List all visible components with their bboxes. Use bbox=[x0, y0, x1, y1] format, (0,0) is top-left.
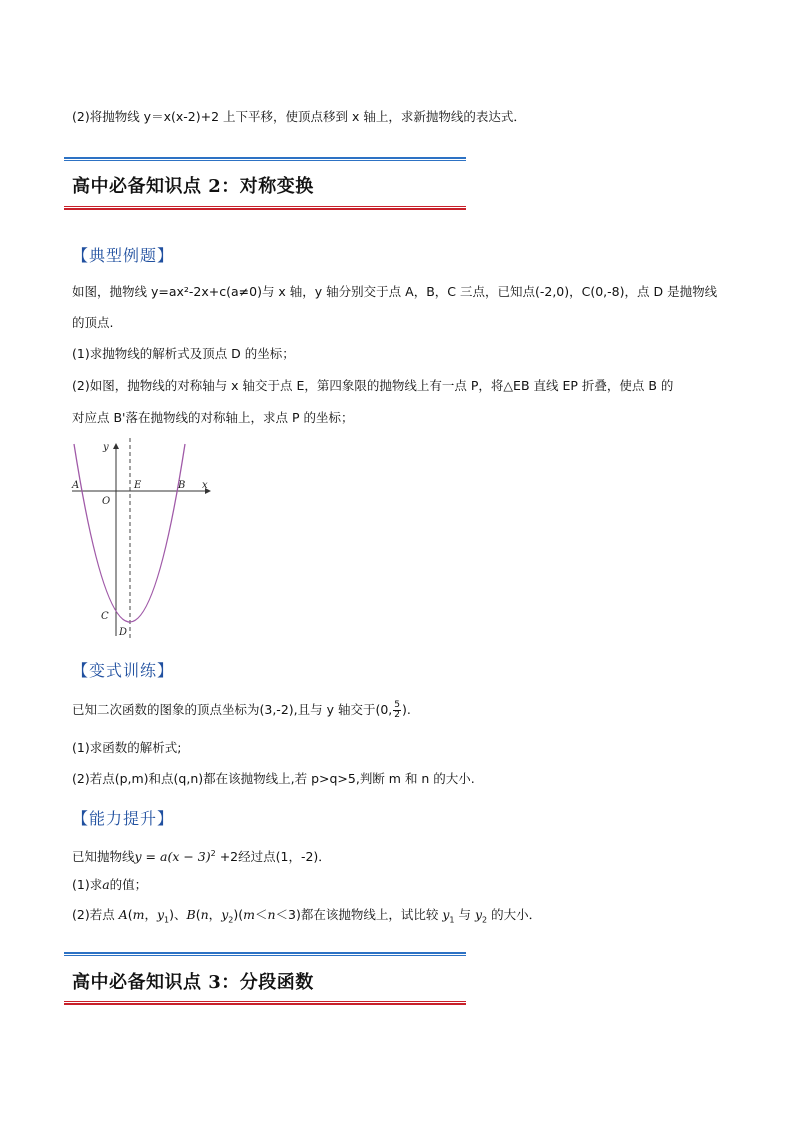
ability-text-post: 经过点(1，-2)． bbox=[238, 849, 331, 865]
ability-q1-post: 的值； bbox=[109, 877, 148, 892]
q2-text: ( bbox=[195, 907, 201, 922]
label-x: x bbox=[202, 480, 208, 491]
q2-subscript: 1 bbox=[164, 915, 170, 925]
label-E: E bbox=[134, 480, 142, 491]
ability-question-2 bbox=[72, 906, 541, 930]
label-B: B bbox=[178, 480, 186, 491]
label-O: O bbox=[102, 496, 111, 507]
variant-text-pre: 已知二次函数的图象的顶点坐标为(3,-2),且与 y 轴交于(0, bbox=[72, 702, 393, 717]
q2-text: )( bbox=[233, 907, 244, 922]
variant-text-line bbox=[72, 701, 411, 720]
question-2: (2)如图，抛物线的对称轴与 x 轴交于点 E，第四象限的抛物线上有一点 P，将△EB 直线 EP 折叠，使点 B 的 bbox=[72, 378, 674, 393]
heading-top-rule bbox=[64, 157, 466, 161]
section-heading: 高中必备知识点 3：分段函数 bbox=[72, 972, 314, 993]
example-text-line: 的顶点. bbox=[72, 315, 114, 330]
q2-point-b: B bbox=[186, 907, 196, 922]
q2-point-a: A bbox=[118, 907, 128, 922]
q2-var-y: y bbox=[474, 907, 483, 922]
q2-var-y: y bbox=[221, 907, 229, 922]
ability-text-pre: 已知抛物线 bbox=[72, 849, 135, 865]
q2-text: 与 bbox=[454, 907, 475, 922]
q2-text: )、 bbox=[169, 907, 187, 922]
variant-text-post: ). bbox=[402, 702, 411, 717]
q2-text: ， bbox=[208, 907, 222, 922]
label-D: D bbox=[119, 627, 128, 638]
q2-var-n: n bbox=[200, 907, 209, 922]
example-text-line: 如图，抛物线 y=ax²-2x+c(a≠0)与 x 轴，y 轴分别交于点 A，B，C 三点，已知点(-2,0)，C(0,-8)，点 D 是抛物线 bbox=[72, 284, 718, 299]
example-label: 【典型例题】 bbox=[72, 246, 175, 265]
q2-text: (2)若点 bbox=[72, 907, 119, 922]
q2-subscript: 1 bbox=[449, 915, 455, 925]
question-2-cont: 对应点 B'落在抛物线的对称轴上，求点 P 的坐标； bbox=[72, 410, 354, 425]
fraction bbox=[393, 701, 401, 720]
variant-question-2: (2)若点(p,m)和点(q,n)都在该抛物线上,若 p>q>5,判断 m 和 n 的大小. bbox=[72, 771, 475, 786]
heading-top-rule bbox=[64, 952, 466, 956]
q2-var-n: n bbox=[267, 907, 276, 922]
q2-text: ， bbox=[144, 907, 157, 922]
label-y: y bbox=[103, 442, 109, 453]
ability-question-1 bbox=[72, 876, 147, 894]
q2-text: 的大小． bbox=[487, 907, 542, 922]
variant-label: 【变式训练】 bbox=[72, 661, 175, 680]
problem-line: (2)将抛物线 y＝x(x-2)+2 上下平移，使顶点移到 x 轴上，求新抛物线的表达式． bbox=[72, 109, 526, 124]
q2-var-m: m bbox=[132, 907, 145, 922]
q2-var-y: y bbox=[442, 907, 450, 922]
ability-text-line bbox=[72, 845, 331, 866]
q2-text: ( bbox=[127, 907, 133, 922]
q2-text: ＜3)都在该抛物线上，试比较 bbox=[275, 907, 443, 922]
fraction-denominator: 2 bbox=[394, 710, 400, 720]
ability-q1-pre: (1)求 bbox=[72, 877, 103, 892]
ability-formula: y = a(x − 3) bbox=[134, 849, 211, 865]
label-C: C bbox=[101, 611, 109, 622]
heading-bottom-rule bbox=[64, 206, 466, 210]
ability-formula-post: +2 bbox=[215, 849, 239, 865]
ability-label: 【能力提升】 bbox=[72, 809, 175, 828]
variant-question-1: (1)求函数的解析式; bbox=[72, 740, 182, 755]
section-heading: 高中必备知识点 2：对称变换 bbox=[72, 176, 314, 197]
question-1: (1)求抛物线的解析式及顶点 D 的坐标； bbox=[72, 346, 295, 361]
q2-var-m: m bbox=[243, 907, 255, 922]
ability-formula-exponent: 2 bbox=[210, 849, 216, 858]
q2-subscript: 2 bbox=[228, 915, 234, 925]
q2-var-y: y bbox=[156, 907, 165, 922]
q2-subscript: 2 bbox=[482, 915, 488, 925]
parabola-figure bbox=[68, 438, 218, 638]
label-A: A bbox=[72, 480, 80, 491]
q2-text: ＜ bbox=[254, 907, 268, 922]
heading-bottom-rule bbox=[64, 1001, 466, 1005]
fraction-numerator: 5 bbox=[394, 700, 400, 710]
ability-q1-var: a bbox=[102, 877, 110, 892]
